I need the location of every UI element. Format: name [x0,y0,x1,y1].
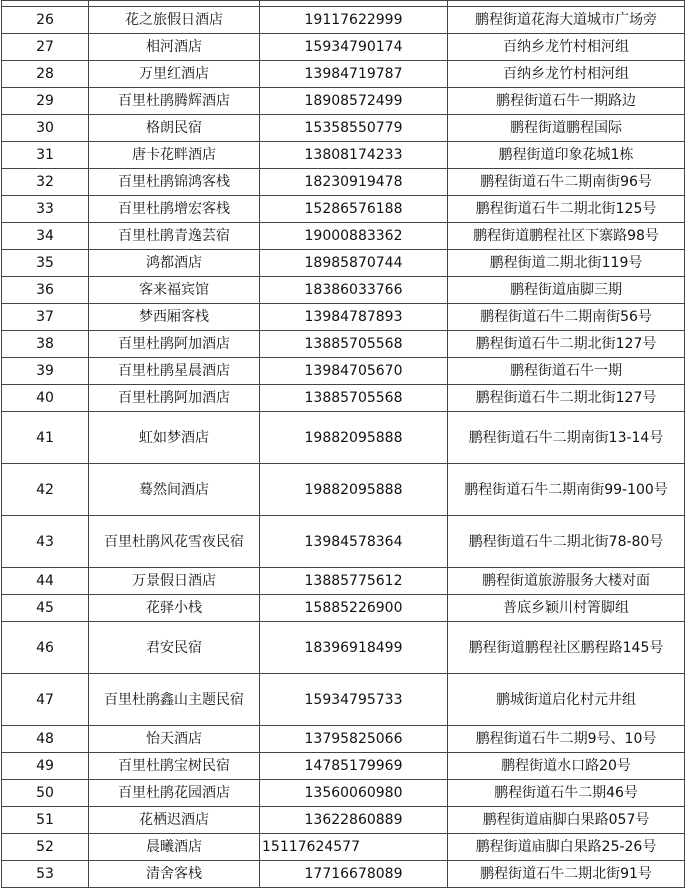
row-number: 46 [2,622,89,674]
address: 普底乡颖川村箐脚组 [448,595,685,622]
table-row [2,753,685,780]
row-number: 52 [2,834,89,861]
hotel-name: 百里杜鹃锦鸿客栈 [89,169,260,196]
row-number: 31 [2,142,89,169]
table-row [2,115,685,142]
address: 鹏程街道二期北街119号 [448,250,685,277]
phone-number: 15117624577 [260,834,448,861]
row-number: 48 [2,726,89,753]
address: 鹏程街道石牛二期南街99-100号 [448,464,685,516]
row-number: 40 [2,385,89,412]
table-row [2,142,685,169]
hotel-name: 百里杜鹃风花雪夜民宿 [89,516,260,568]
hotel-name: 百里杜鹃星晨酒店 [89,358,260,385]
phone-number: 13622860889 [260,807,448,834]
phone-number: 13808174233 [260,142,448,169]
row-number: 53 [2,861,89,888]
phone-number: 15934795733 [260,674,448,726]
table-row [2,304,685,331]
phone-number: 13984719787 [260,61,448,88]
hotel-name: 花之旅假日酒店 [89,7,260,34]
phone-number: 19000883362 [260,223,448,250]
phone-number: 18230919478 [260,169,448,196]
hotel-name: 花驿小栈 [89,595,260,622]
hotel-name: 百里杜鹃宝树民宿 [89,753,260,780]
row-number: 47 [2,674,89,726]
phone-number: 18396918499 [260,622,448,674]
address: 鹏程街道旅游服务大楼对面 [448,568,685,595]
address: 鹏程街道花海大道城市广场旁 [448,7,685,34]
address: 鹏程街道石牛二期46号 [448,780,685,807]
row-number: 43 [2,516,89,568]
hotel-table [1,0,685,888]
row-number: 50 [2,780,89,807]
row-number: 51 [2,807,89,834]
table-row [2,34,685,61]
row-number: 36 [2,277,89,304]
row-number: 28 [2,61,89,88]
phone-number: 13560060980 [260,780,448,807]
hotel-name: 清舍客栈 [89,861,260,888]
phone-number: 17716678089 [260,861,448,888]
phone-number: 19882095888 [260,412,448,464]
hotel-name: 万景假日酒店 [89,568,260,595]
hotel-name: 万里红酒店 [89,61,260,88]
address: 鹏城街道启化村元井组 [448,674,685,726]
hotel-name: 百里杜鹃腾辉酒店 [89,88,260,115]
hotel-name: 鸿都酒店 [89,250,260,277]
table-row [2,277,685,304]
hotel-name: 蓦然间酒店 [89,464,260,516]
hotel-name: 相河酒店 [89,34,260,61]
address: 鹏程街道石牛二期南街96号 [448,169,685,196]
hotel-name: 百里杜鹃增宏客栈 [89,196,260,223]
hotel-name: 虹如梦酒店 [89,412,260,464]
row-number: 42 [2,464,89,516]
phone-number: 18386033766 [260,277,448,304]
phone-number: 13984705670 [260,358,448,385]
row-number: 33 [2,196,89,223]
row-number: 49 [2,753,89,780]
address: 鹏程街道石牛二期北街125号 [448,196,685,223]
address: 百纳乡龙竹村相河组 [448,34,685,61]
phone-number: 15934790174 [260,34,448,61]
table-row [2,250,685,277]
address: 鹏程街道石牛二期北街127号 [448,331,685,358]
address: 鹏程街道庙脚三期 [448,277,685,304]
table-row [2,807,685,834]
row-number: 26 [2,7,89,34]
row-number: 37 [2,304,89,331]
address: 鹏程街道石牛二期北街78-80号 [448,516,685,568]
table-row [2,516,685,568]
phone-number: 15286576188 [260,196,448,223]
table-row [2,7,685,34]
address: 鹏程街道鹏程社区鹏程路145号 [448,622,685,674]
phone-number: 13885775612 [260,568,448,595]
table-row [2,61,685,88]
table-row [2,464,685,516]
address: 鹏程街道鹏程社区下寨路98号 [448,223,685,250]
row-number: 29 [2,88,89,115]
phone-number: 13984578364 [260,516,448,568]
hotel-name: 晨曦酒店 [89,834,260,861]
table-row [2,674,685,726]
row-number: 44 [2,568,89,595]
phone-number: 19882095888 [260,464,448,516]
phone-number: 19117622999 [260,7,448,34]
table-row [2,358,685,385]
row-number: 39 [2,358,89,385]
address: 鹏程街道石牛二期北街127号 [448,385,685,412]
table-row [2,169,685,196]
table-row [2,412,685,464]
row-number: 30 [2,115,89,142]
hotel-name: 怡天酒店 [89,726,260,753]
phone-number: 15885226900 [260,595,448,622]
table-row [2,622,685,674]
phone-number: 15358550779 [260,115,448,142]
table-row [2,331,685,358]
hotel-name: 百里杜鹃阿加酒店 [89,331,260,358]
table-row [2,834,685,861]
hotel-name: 梦西厢客栈 [89,304,260,331]
address: 百纳乡龙竹村相河组 [448,61,685,88]
hotel-name: 客来福宾馆 [89,277,260,304]
address: 鹏程街道石牛一期路边 [448,88,685,115]
hotel-name: 百里杜鹃鑫山主题民宿 [89,674,260,726]
address: 鹏程街道印象花城1栋 [448,142,685,169]
address: 鹏程街道石牛二期9号、10号 [448,726,685,753]
phone-number: 14785179969 [260,753,448,780]
table-row [2,223,685,250]
phone-number: 13885705568 [260,385,448,412]
row-number: 41 [2,412,89,464]
address: 鹏程街道石牛一期 [448,358,685,385]
phone-number: 13885705568 [260,331,448,358]
hotel-name: 花栖迟酒店 [89,807,260,834]
table-row [2,780,685,807]
hotel-name: 格朗民宿 [89,115,260,142]
hotel-name: 百里杜鹃阿加酒店 [89,385,260,412]
phone-number: 13984787893 [260,304,448,331]
row-number: 32 [2,169,89,196]
address: 鹏程街道石牛二期南街56号 [448,304,685,331]
row-number: 34 [2,223,89,250]
phone-number: 18908572499 [260,88,448,115]
phone-number: 18985870744 [260,250,448,277]
hotel-name: 君安民宿 [89,622,260,674]
table-row [2,88,685,115]
row-number: 45 [2,595,89,622]
table-row [2,726,685,753]
table-row [2,861,685,888]
phone-number: 13795825066 [260,726,448,753]
address: 鹏程街道庙脚白果路25-26号 [448,834,685,861]
table-row [2,385,685,412]
hotel-name: 唐卡花畔酒店 [89,142,260,169]
address: 鹏程街道鹏程国际 [448,115,685,142]
hotel-name: 百里杜鹃花园酒店 [89,780,260,807]
row-number: 27 [2,34,89,61]
table-row [2,595,685,622]
table-row [2,196,685,223]
address: 鹏程街道庙脚白果路057号 [448,807,685,834]
address: 鹏程街道水口路20号 [448,753,685,780]
table-row [2,568,685,595]
row-number: 35 [2,250,89,277]
hotel-name: 百里杜鹃青逸芸宿 [89,223,260,250]
address: 鹏程街道石牛二期南街13-14号 [448,412,685,464]
row-number: 38 [2,331,89,358]
address: 鹏程街道石牛二期北街91号 [448,861,685,888]
